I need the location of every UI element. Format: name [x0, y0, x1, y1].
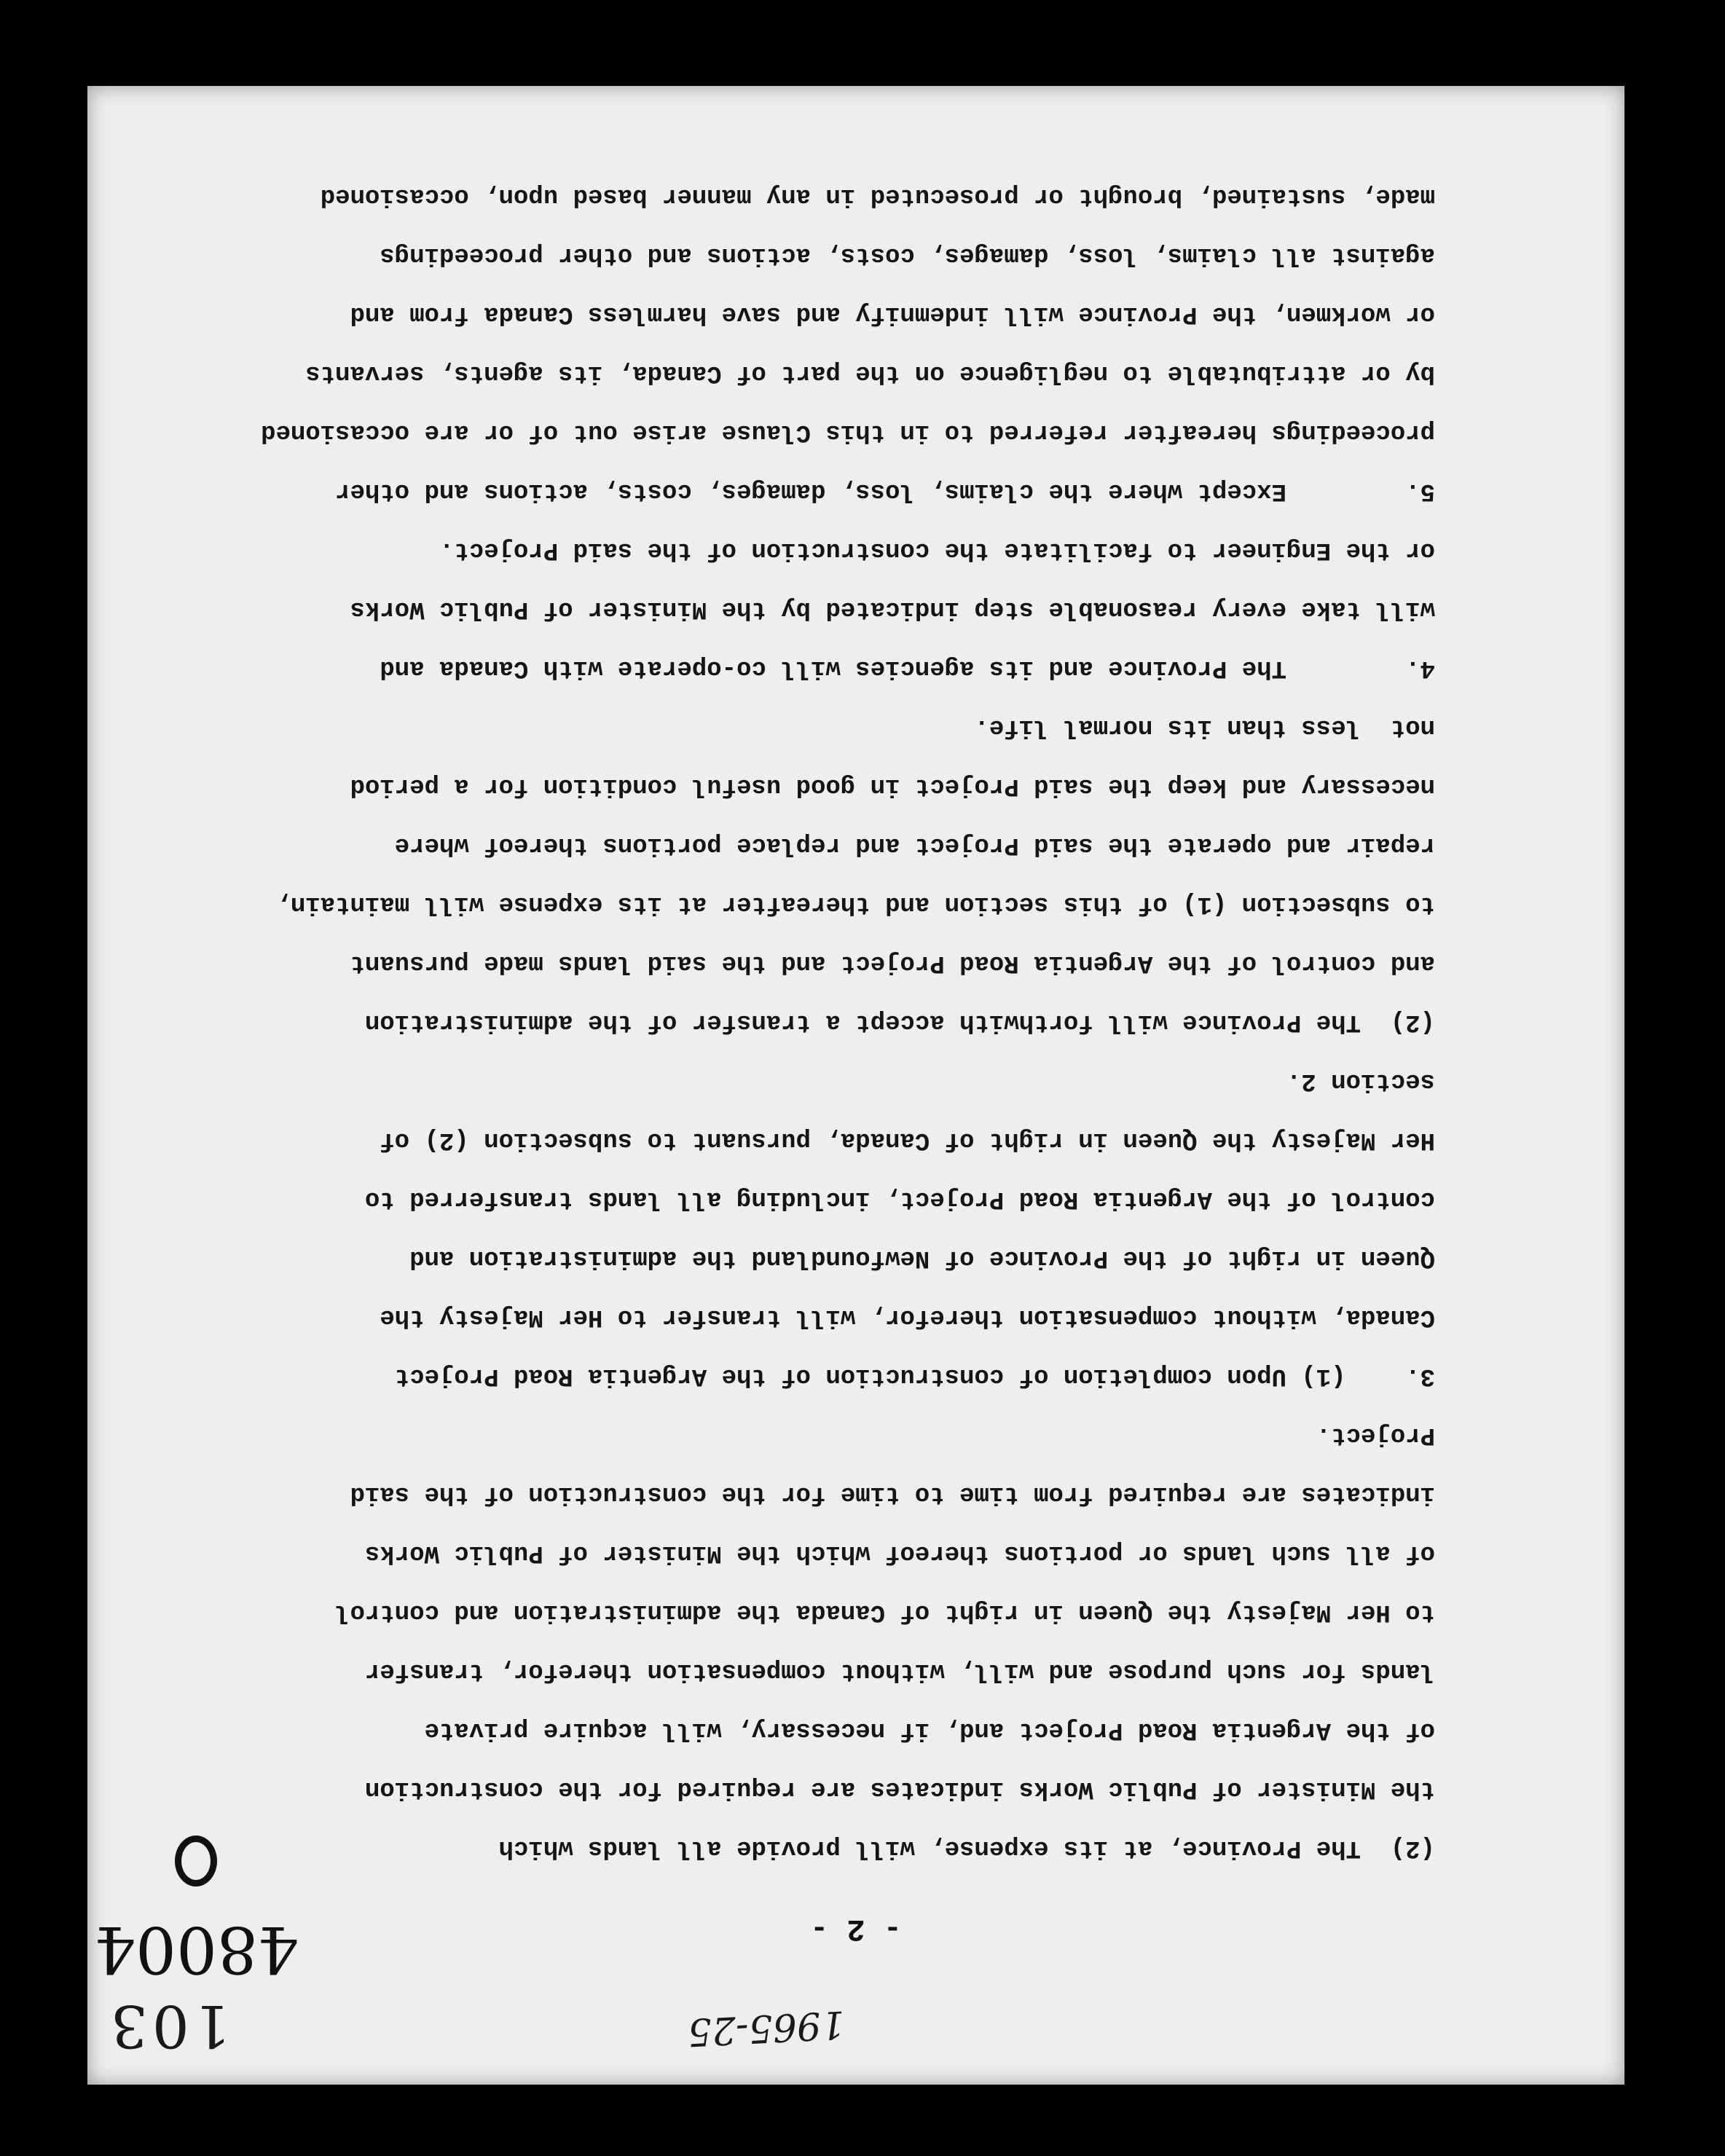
text-line: or workmen, the Province will indemnify and save harmless Canada from and	[350, 300, 1435, 328]
text-line: Canada, without compensation therefor, will transfer to Her Majesty the	[380, 1303, 1435, 1331]
text-line: against all claims, loss, damages, costs, actions and other proceedings	[380, 241, 1435, 269]
text-line: Queen in right of the Province of Newfoundland the administration and	[409, 1244, 1435, 1272]
body-text	[153, 166, 1435, 1877]
page-content-rotated	[87, 86, 1624, 2085]
text-line: repair and operate the said Project and replace portions thereof where	[394, 831, 1435, 859]
text-line: will take every reasonable step indicated by the Minister of Public Works	[350, 595, 1435, 623]
text-line: to subsection (1) of this section and thereafter at its expense will maintain,	[275, 890, 1435, 918]
text-line: lands for such purpose and will, without compensation therefor, transfer	[364, 1657, 1435, 1685]
text-line: indicates are required from time to time for the construction of the said	[350, 1480, 1435, 1508]
text-line: not less than its normal life.	[974, 713, 1435, 741]
text-line: necessary and keep the said Project in good useful condition for a period	[350, 772, 1435, 800]
text-line: the Minister of Public Works indicates are required for the construction	[364, 1775, 1435, 1803]
archive-stamp-bottom: 48004	[95, 1912, 299, 1987]
text-line: made, sustained, brought or prosecuted in any manner based upon, occasioned	[320, 182, 1435, 210]
text-line: Her Majesty the Queen in right of Canada, pursuant to subsection (2) of	[380, 1126, 1435, 1154]
text-line: 4. The Province and its agencies will co-operate with Canada and	[380, 654, 1435, 682]
archive-stamp-top: 103	[106, 1992, 231, 2060]
handwritten-note: 1965-25	[686, 2002, 846, 2054]
text-line: control of the Argentia Road Project, including all lands transferred to	[364, 1185, 1435, 1213]
text-line: (2) The Province, at its expense, will provide all lands which	[498, 1834, 1435, 1862]
text-line: and control of the Argentia Road Project and the said lands made pursuant	[350, 949, 1435, 977]
text-line: by or attributable to negligence on the part of Canada, its agents, servants	[305, 359, 1435, 387]
text-line: of all such lands or portions thereof which the Minister of Public Works	[364, 1539, 1435, 1567]
text-line: 3. (1) Upon completion of construction of the Argentia Road Project	[394, 1362, 1435, 1390]
page-number: - 2 -	[809, 1911, 903, 1946]
text-line: to Her Majesty the Queen in right of Canada the administration and control	[335, 1598, 1435, 1626]
text-line: section 2.	[1286, 1067, 1435, 1095]
text-line: or the Engineer to facilitate the construction of the said Project.	[439, 536, 1435, 564]
text-line: Project.	[1316, 1421, 1435, 1449]
text-line: of the Argentia Road Project and, if necessary, will acquire private	[424, 1716, 1435, 1744]
text-line: 5. Except where the claims, loss, damages, costs, actions and other	[335, 477, 1435, 505]
text-line: (2) The Province will forthwith accept a transfer of the administration	[364, 1008, 1435, 1036]
text-line: proceedings hereafter referred to in this Clause arise out of or are occasioned	[261, 418, 1435, 446]
